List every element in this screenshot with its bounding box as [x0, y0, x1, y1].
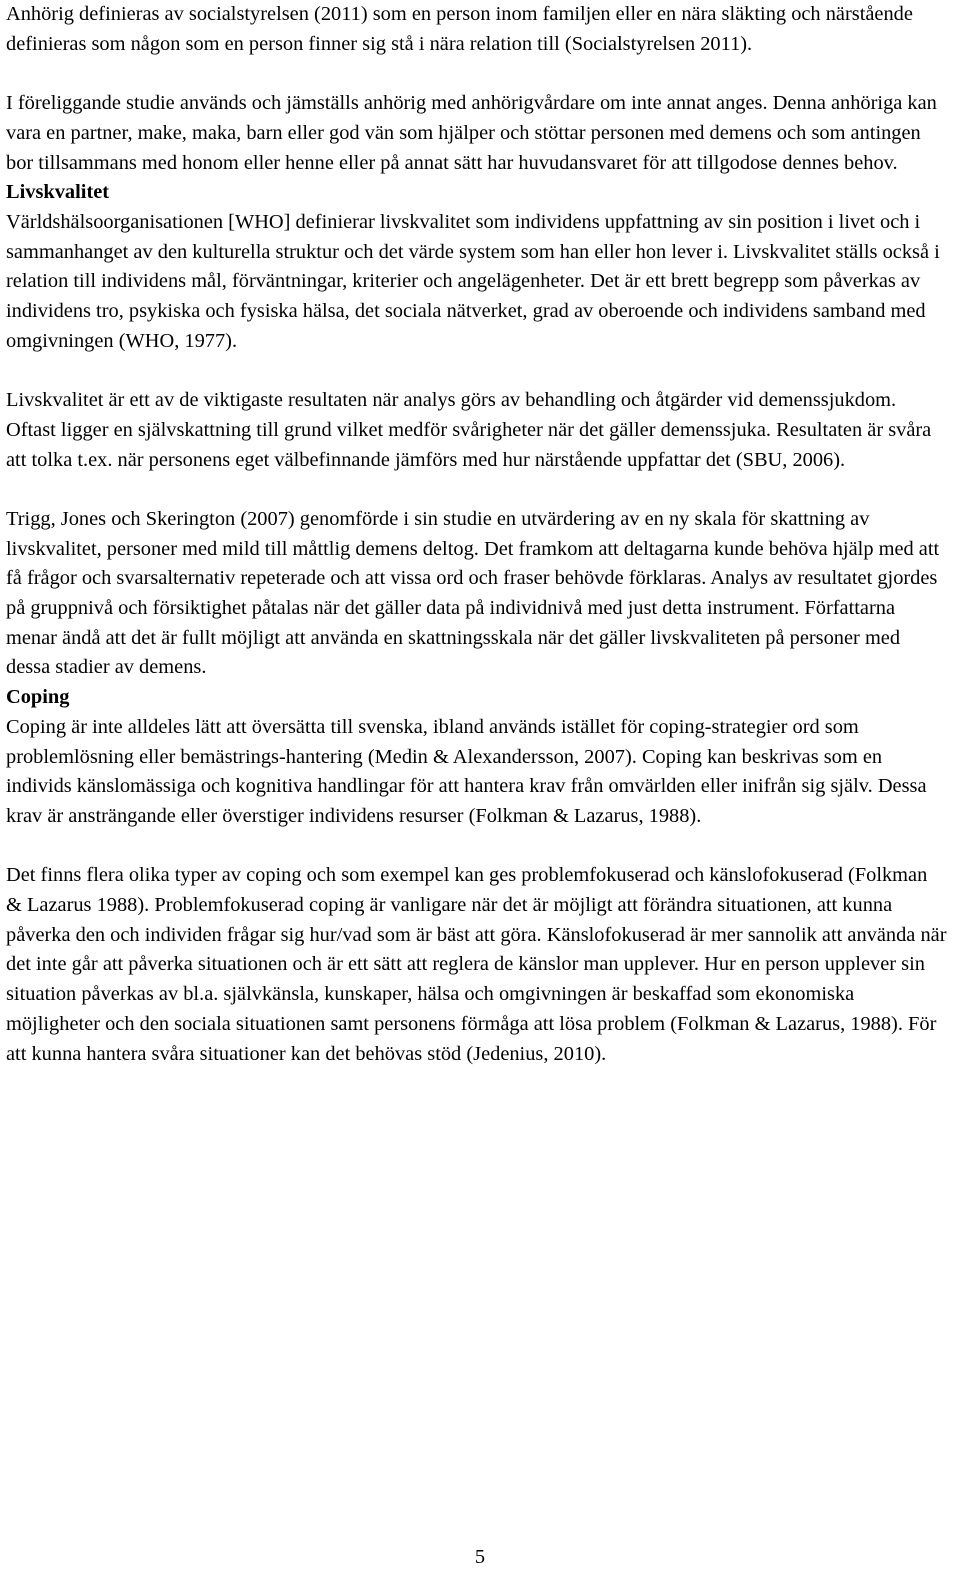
page-number: 5	[474, 1546, 486, 1568]
paragraph-anhorig-definition: Anhörig definieras av socialstyrelsen (2011) som en person inom familjen eller en nära släkting och närstående definieras som någon som en person finner sig stå i nära relation till (Socialstyrelsen 2011).	[6, 3, 913, 55]
paragraph-trigg-study: Trigg, Jones och Skerington (2007) genomförde i sin studie en utvärdering av en ny skala för skattning av livskvalitet, personer med mild till måttlig demens deltog. Det framkom att deltagarna kunde behöva hjälp med att få frågor och svarsalternativ repeterade och att vissa ord och fraser behövde förklaras. Analys av resultatet gjordes på gruppnivå och försiktighet påtalas när det gäller data på individnivå med just detta instrument. Författarna menar ändå att det är fullt möjligt att använda en skattningsskala när det gäller livskvaliteten på personer med dessa stadier av demens.	[6, 507, 940, 679]
paragraph-who-definition: Världshälsoorganisationen [WHO] definierar livskvalitet som individens uppfattning av sin position i livet och i sammanhanget av den kulturella struktur och det värde system som han eller hon lever i. Livskvalitet ställs också i relation till individens mål, förväntningar, kriterier och angelägenheter. Det är ett brett begrepp som påverkas av individens tro, psykiska och fysiska hälsa, det sociala nätverket, grad av oberoende och individens samband med omgivningen (WHO, 1977).	[6, 210, 940, 352]
paragraph-coping-types: Det finns flera olika typer av coping och som exempel kan ges problemfokuserad och känslofokuserad (Folkman & Lazarus 1988). Problemfokuserad coping är vanligare när det är möjligt att förändra situationen, att kunna påverka den och individen frågar sig hur/vad som är bäst att göra. Känslofokuserad är mer sannolik att använda när det inte går att påverka situationen och är ett sätt att reglera de känslor man upplever. Hur en person upplever sin situation påverkas av bl.a. självkänsla, kunskaper, hälsa och omgivningen är beskaffad som ekonomiska möjligheter och den sociala situationen samt personens förmåga att lösa problem (Folkman & Lazarus, 1988). För att kunna hantera svåra situationer kan det behövas stöd (Jedenius, 2010).	[6, 864, 947, 1065]
paragraph-livskvalitet-results: Livskvalitet är ett av de viktigaste resultaten när analys görs av behandling och åtgärder vid demenssjukdom. Oftast ligger en självskattning till grund vilket medför svårigheter när det gäller demenssjuka. Resultaten är svåra att tolka t.ex. när personens eget välbefinnande jämförs med hur närstående uppfattar det (SBU, 2006).	[6, 389, 932, 471]
heading-coping: Coping	[6, 686, 70, 709]
paragraph-anhorig-usage: I föreliggande studie används och jämställs anhörig med anhörigvårdare om inte annat anges. Denna anhöriga kan vara en partner, make, maka, barn eller god vän som hjälper och stöttar personen med demens och som antingen bor tillsammans med honom eller henne eller på annat sätt har huvudansvaret för att tillgodose dennes behov.	[6, 92, 937, 174]
paragraph-coping-definition: Coping är inte alldeles lätt att översätta till svenska, ibland används istället för coping-strategier ord som problemlösning eller bemästrings-hantering (Medin & Alexandersson, 2007). Coping kan beskrivas som en individs känslomässiga och kognitiva handlingar för att hantera krav från omvärlden eller inifrån sig själv. Dessa krav är ansträngande eller överstiger individens resurser (Folkman & Lazarus, 1988).	[6, 715, 927, 827]
heading-livskvalitet: Livskvalitet	[6, 181, 110, 204]
document-page	[6, 0, 948, 1069]
